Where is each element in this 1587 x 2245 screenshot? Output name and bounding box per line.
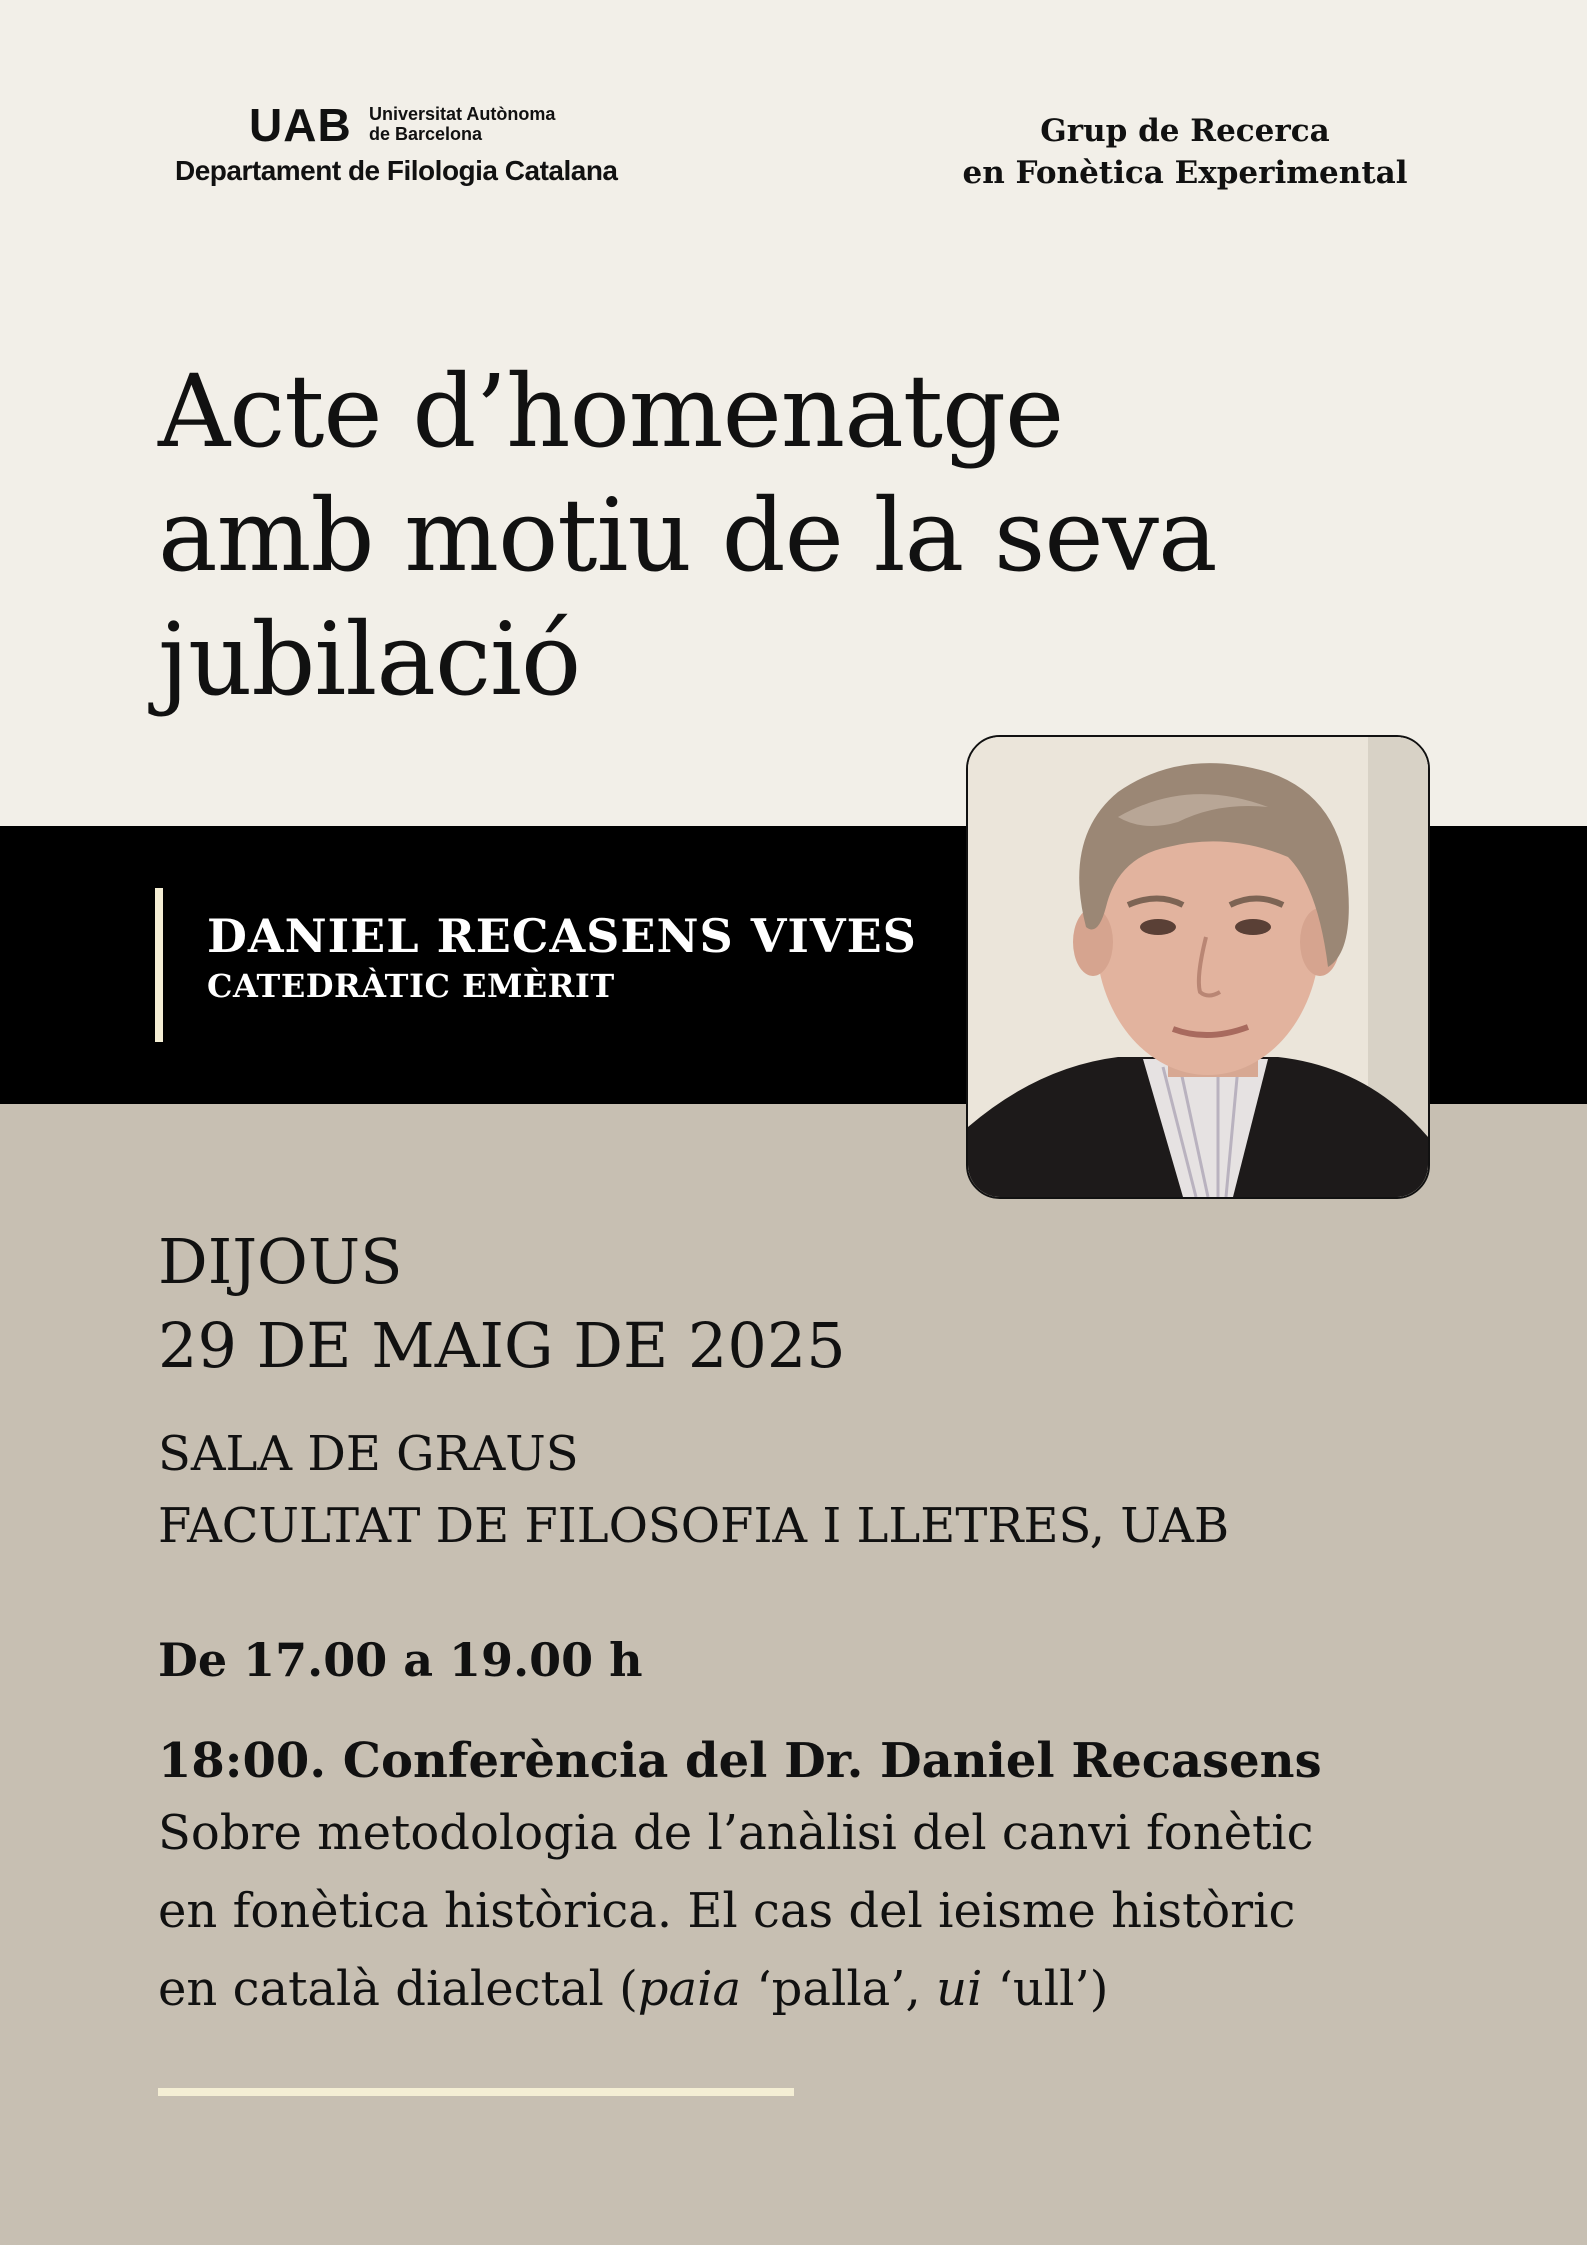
honoree-block bbox=[155, 888, 917, 1042]
title-line2: amb motiu de la seva bbox=[158, 477, 1217, 594]
accent-rule bbox=[158, 2088, 794, 2096]
event-full-date: 29 DE MAIG DE 2025 bbox=[158, 1309, 846, 1382]
research-group-line2: en Fonètica Experimental bbox=[962, 155, 1408, 191]
portrait-photo bbox=[966, 735, 1430, 1199]
honoree-name: DANIEL RECASENS VIVES bbox=[207, 909, 917, 963]
page-title bbox=[158, 350, 1398, 722]
talk-title-line2: en fonètica històrica. El cas del ieisme històric bbox=[158, 1883, 1296, 1939]
uab-logo-mark: UAB bbox=[249, 99, 352, 151]
event-venue bbox=[158, 1418, 1229, 1562]
uab-logo-name: Universitat Autònoma de Barcelona bbox=[369, 104, 556, 144]
research-group-line1: Grup de Recerca bbox=[1040, 113, 1330, 149]
title-line3: jubilació bbox=[158, 601, 581, 718]
honoree-role: CATEDRÀTIC EMÈRIT bbox=[207, 967, 615, 1005]
research-group bbox=[955, 110, 1415, 194]
title-line1: Acte d’homenatge bbox=[158, 353, 1064, 470]
event-time: De 17.00 a 19.00 h bbox=[158, 1633, 643, 1687]
event-day: DIJOUS bbox=[158, 1225, 403, 1298]
venue-room: SALA DE GRAUS bbox=[158, 1426, 579, 1482]
talk-heading: 18:00. Conferència del Dr. Daniel Recasens bbox=[158, 1733, 1322, 1789]
venue-faculty: FACULTAT DE FILOSOFIA I LLETRES, UAB bbox=[158, 1498, 1230, 1554]
talk-title bbox=[158, 1794, 1448, 2028]
event-date bbox=[158, 1220, 846, 1388]
department-name: Departament de Filologia Catalana bbox=[175, 155, 618, 186]
talk-title-line3: en català dialectal (paia ‘palla’, ui ‘ull’) bbox=[158, 1961, 1109, 2017]
talk-title-line1: Sobre metodologia de l’anàlisi del canvi fonètic bbox=[158, 1805, 1314, 1861]
talk-section bbox=[158, 1728, 1448, 2028]
